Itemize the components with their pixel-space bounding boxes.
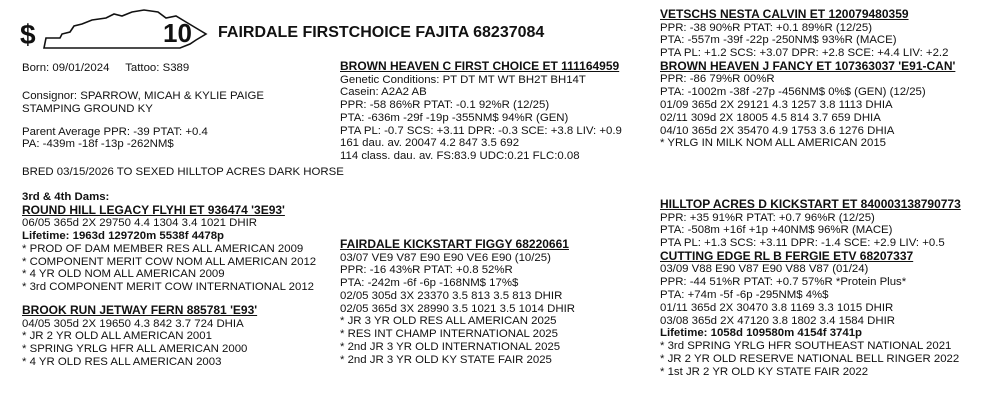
dam-pta: PTA: -242m -6f -6p -168NM$ 17%$ bbox=[340, 277, 519, 290]
third-dam-award: * PROD OF DAM MEMBER RES ALL AMERICAN 2009 bbox=[22, 242, 304, 255]
consignor-line: Consignor: SPARROW, MICAH & KYLIE PAIGE bbox=[22, 90, 265, 102]
dam-dam-award: * 1st JR 2 YR OLD KY STATE FAIR 2022 bbox=[660, 365, 869, 378]
bred-info: BRED 03/15/2026 TO SEXED HILLTOP ACRES DARK HORSE bbox=[22, 166, 344, 179]
parent-average-ppr: Parent Average PPR: -39 PTAT: +0.4 bbox=[22, 125, 208, 138]
price-dollar-sign: $ bbox=[20, 19, 36, 50]
dam-dam-record: 01/11 365d 2X 30470 3.8 1169 3.3 1015 DHIR bbox=[660, 301, 894, 314]
dam-name: FAIRDALE KICKSTART FIGGY 68220661 bbox=[340, 237, 569, 251]
dam-record: 02/05 365d 3X 28990 3.5 1021 3.5 1014 DHIR bbox=[340, 302, 575, 315]
sire-dam-ppr: PPR: -86 79%R 00%R bbox=[660, 73, 775, 86]
fourth-dam-award: * JR 2 YR OLD ALL AMERICAN 2001 bbox=[22, 330, 212, 343]
dam-sire-ppr: PPR: +35 91%R PTAT: +0.7 96%R (12/25) bbox=[660, 211, 875, 224]
dam-award: * 2nd JR 3 YR OLD INTERNATIONAL 2025 bbox=[340, 341, 561, 354]
parent-average-pta: PA: -439m -18f -13p -262NM$ bbox=[22, 138, 174, 151]
sire-pta: PTA: -636m -29f -19p -355NM$ 94%R (GEN) bbox=[340, 111, 569, 124]
sire-classified-daughters: 114 class. dau. av. FS:83.9 UDC:0.21 FLC:0.08 bbox=[340, 150, 580, 163]
sire-ppr: PPR: -58 86%R PTAT: -0.1 92%R (12/25) bbox=[340, 99, 550, 112]
sire-genetic-conditions: Genetic Conditions: PT DT MT WT BH2T BH14T bbox=[340, 73, 586, 86]
sire-dam-record: 02/11 309d 2X 18005 4.5 814 3.7 659 DHIA bbox=[660, 111, 881, 124]
sire-dam-record: 04/10 365d 2X 35470 4.9 1753 3.6 1276 DHIA bbox=[660, 124, 895, 137]
sire-dam-name: BROWN HEAVEN J FANCY ET 107363037 'E91-CAN' bbox=[660, 58, 956, 73]
dam-record: 02/05 305d 3X 23370 3.5 813 3.5 813 DHIR bbox=[340, 289, 563, 302]
fourth-dam-name: BROOK RUN JETWAY FERN 885781 'E93' bbox=[22, 303, 258, 318]
third-dam-award: * 4 YR OLD NOM ALL AMERICAN 2009 bbox=[22, 268, 225, 281]
sire-casein: Casein: A2A2 AB bbox=[340, 86, 427, 99]
dam-dam-pta: PTA: +74m -5f -6p -295NM$ 4%$ bbox=[660, 288, 829, 301]
dam-sire-pta: PTA: -508m +16f +1p +40NM$ 96%R (MACE) bbox=[660, 224, 893, 237]
sire-pta-pl: PTA PL: -0.7 SCS: +3.11 DPR: -0.3 SCE: +3.8 LIV: +0.9 bbox=[340, 124, 622, 137]
fourth-dam-award: * 4 YR OLD RES ALL AMERICAN 2003 bbox=[22, 355, 222, 368]
fourth-dam-award: * SPRING YRLG HFR ALL AMERICAN 2000 bbox=[22, 343, 248, 356]
animal-title: FAIRDALE FIRSTCHOICE FAJITA 68237084 bbox=[218, 24, 545, 41]
middle-column-dam bbox=[340, 238, 660, 367]
sire-name: BROWN HEAVEN C FIRST CHOICE ET 111164959 bbox=[340, 59, 620, 73]
third-dam-record: 06/05 365d 2X 29750 4.4 1304 3.4 1021 DHIR bbox=[22, 217, 257, 230]
dam-dam-classification: 03/09 V88 E90 V87 E90 V88 V87 (01/24) bbox=[660, 263, 869, 276]
dam-ppr: PPR: -16 43%R PTAT: +0.8 52%R bbox=[340, 264, 513, 277]
fourth-dam-record: 04/05 305d 2X 19650 4.3 842 3.7 724 DHIA bbox=[22, 317, 244, 330]
third-dam-award: * COMPONENT MERIT COW NOM ALL AMERICAN 2012 bbox=[22, 255, 317, 268]
dam-dam-record: 03/08 365d 2X 47120 3.8 1802 3.4 1584 DHIR bbox=[660, 314, 895, 327]
dam-dam-lifetime: Lifetime: 1058d 109580m 4154f 3741p bbox=[660, 327, 862, 340]
dam-sire-name: HILLTOP ACRES D KICKSTART ET 840003138790773 bbox=[660, 197, 961, 211]
dam-classification: 03/07 VE9 V87 E90 E90 VE6 E90 (10/25) bbox=[340, 251, 551, 264]
tattoo: Tattoo: S389 bbox=[125, 62, 190, 74]
lot-number: 10 bbox=[163, 18, 192, 48]
third-dam-award: * 3rd COMPONENT MERIT COW INTERNATIONAL 2012 bbox=[22, 281, 314, 294]
third-dam-name: ROUND HILL LEGACY FLYHI ET 936474 '3E93' bbox=[22, 202, 285, 217]
sire-sire-ppr: PPR: -38 90%R PTAT: +0.1 89%R (12/25) bbox=[660, 21, 872, 34]
dam-dam-name: CUTTING EDGE RL B FERGIE ETV 68207337 bbox=[660, 248, 914, 263]
dam-award: * JR 3 YR OLD RES ALL AMERICAN 2025 bbox=[340, 315, 557, 328]
born-date: Born: 09/01/2024 bbox=[22, 62, 110, 74]
sire-sire-pta-pl: PTA PL: +1.2 SCS: +3.07 DPR: +2.8 SCE: +4.4 LIV: +2.2 bbox=[660, 47, 949, 60]
sire-dam-award: * YRLG IN MILK NOM ALL AMERICAN 2015 bbox=[660, 137, 886, 150]
dam-dam-award: * 3rd SPRING YRLG HFR SOUTHEAST NATIONAL 2021 bbox=[660, 340, 952, 353]
sire-sire-name: VETSCHS NESTA CALVIN ET 120079480359 bbox=[660, 7, 909, 21]
dam-award: * RES INT CHAMP INTERNATIONAL 2025 bbox=[340, 328, 558, 341]
birth-info bbox=[22, 62, 189, 75]
consignor-location: STAMPING GROUND KY bbox=[22, 102, 153, 115]
middle-column bbox=[340, 60, 660, 163]
right-column-sire-side bbox=[660, 8, 985, 150]
dam-dam-award: * JR 2 YR OLD RESERVE NATIONAL BELL RINGER 2022 bbox=[660, 352, 960, 365]
sire-dam-pta: PTA: -1002m -38f -27p -456NM$ 0%$ (GEN) (12/25) bbox=[660, 86, 926, 99]
third-dam-lifetime: Lifetime: 1963d 129720m 5538f 4478p bbox=[22, 230, 224, 243]
dam-dam-ppr: PPR: -44 51%R PTAT: +0.7 57%R *Protein Plus* bbox=[660, 276, 907, 289]
sire-sire-pta: PTA: -557m -39f -22p -250NM$ 93%R (MACE) bbox=[660, 34, 897, 47]
left-column bbox=[22, 90, 342, 369]
dam-award: * 2nd JR 3 YR OLD KY STATE FAIR 2025 bbox=[340, 353, 552, 366]
sire-dam-record: 01/09 365d 2X 29121 4.3 1257 3.8 1113 DHIA bbox=[660, 98, 893, 111]
dams-label: 3rd & 4th Dams: bbox=[22, 190, 110, 203]
sire-daughters: 161 dau. av. 20047 4.2 847 3.5 692 bbox=[340, 137, 520, 150]
dam-sire-pta-pl: PTA PL: +1.3 SCS: +3.11 DPR: -1.4 SCE: +2.9 LIV: +0.5 bbox=[660, 237, 945, 250]
right-column-dam-side bbox=[660, 198, 985, 379]
